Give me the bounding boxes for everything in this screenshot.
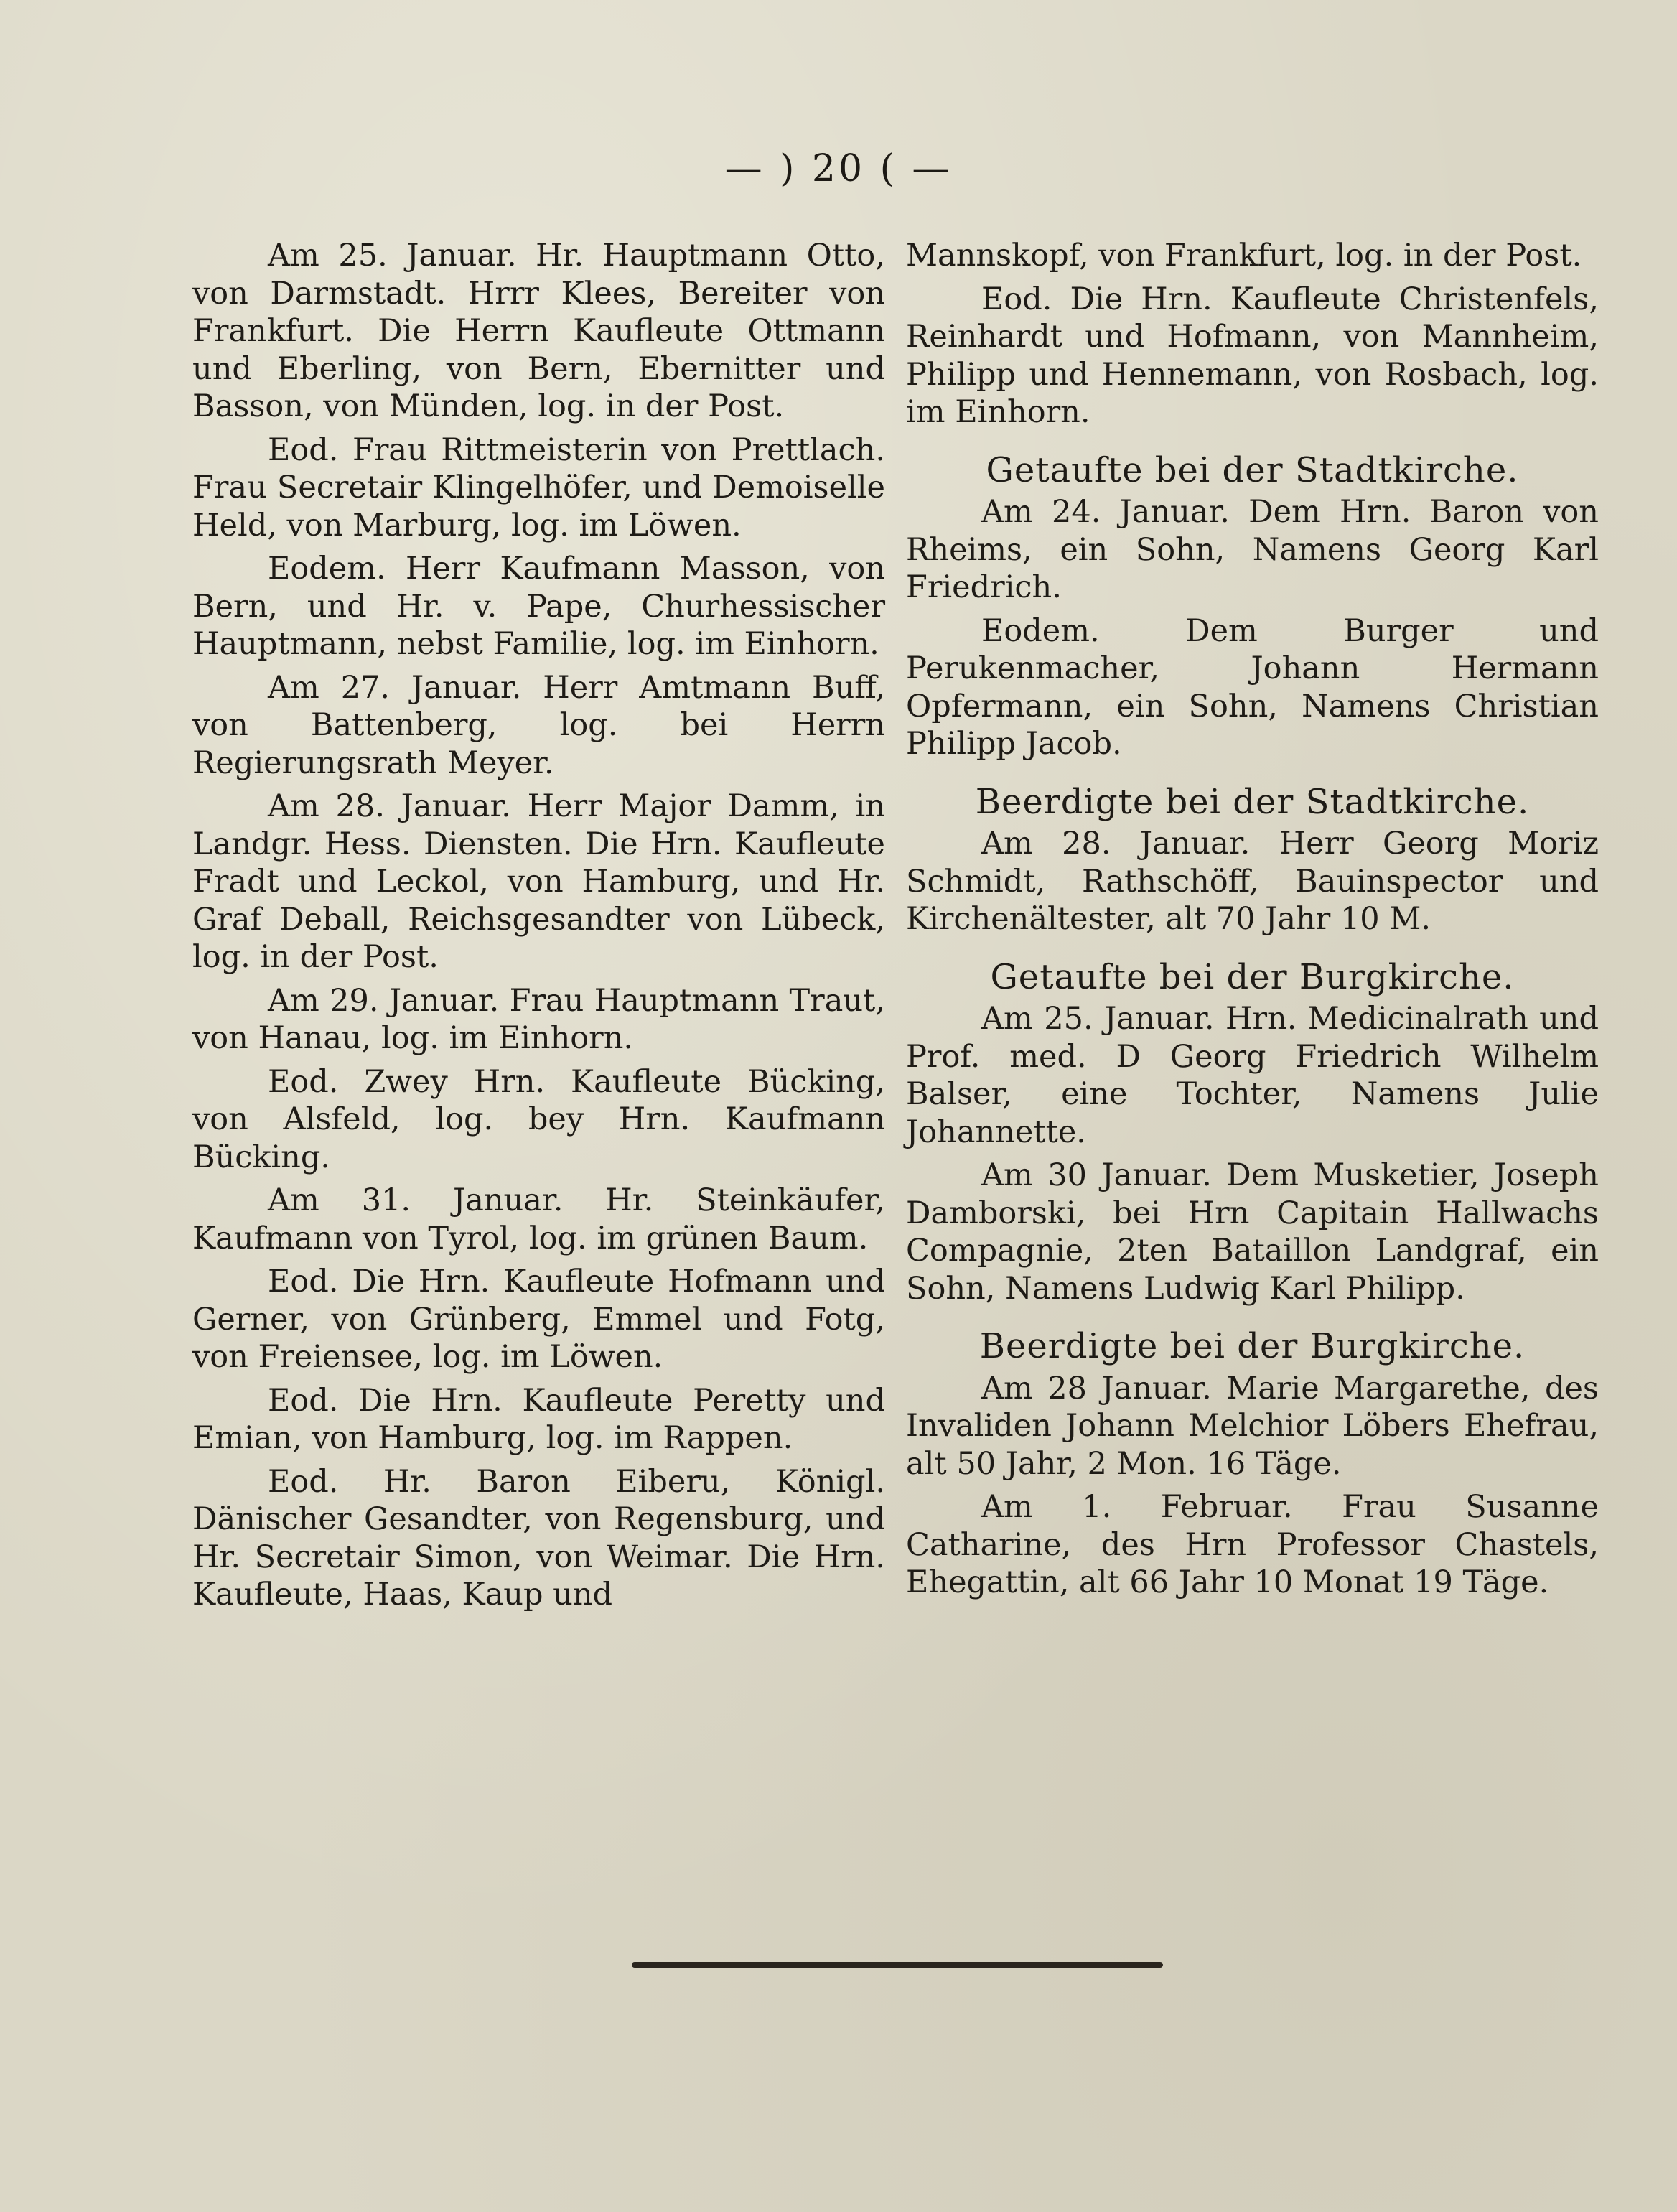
arrival-entry: Eod. Hr. Baron Eiberu, Königl. Dänischer Gesandter, von Regensburg, und Hr. Secretair Simon, von Weimar. Die Hrn. Kaufleute, Haas, Kaup und — [192, 1463, 885, 1613]
arrival-entry: Am 25. Januar. Hr. Hauptmann Otto, von Darmstadt. Hrrr Klees, Bereiter von Frankfurt. Die Herrn Kaufleute Ottmann und Eberling, von Bern, Ebernitter und Basson, von Münden, log. in der Post. — [192, 238, 885, 424]
arrival-entry: Eod. Die Hrn. Kaufleute Christenfels, Reinhardt und Hofmann, von Mannheim, Philipp und Hennemann, von Rosbach, log. im Einhorn. — [906, 281, 1599, 430]
register-entry: Am 25. Januar. Hrn. Medicinalrath und Prof. med. D Georg Friedrich Wilhelm Balser, eine Tochter, Namens Julie Johannette. — [906, 1001, 1599, 1150]
arrival-entry: Eod. Die Hrn. Kaufleute Peretty und Emian, von Hamburg, log. im Rappen. — [192, 1382, 885, 1456]
closing-rule — [632, 1962, 1163, 1968]
left-column — [192, 237, 885, 1620]
right-column — [906, 237, 1599, 1607]
arrival-entry: Am 27. Januar. Herr Amtmann Buff, von Battenberg, log. bei Herrn Regierungsrath Meyer. — [192, 669, 885, 781]
arrival-entry: Eod. Zwey Hrn. Kaufleute Bücking, von Alsfeld, log. bey Hrn. Kaufmann Bücking. — [192, 1063, 885, 1175]
arrival-entry: Eod. Die Hrn. Kaufleute Hofmann und Gerner, von Grünberg, Emmel und Fotg, von Freiensee, log. im Löwen. — [192, 1264, 885, 1375]
section-heading-baptized-burgkirche: Getaufte bei der Burgkirche. — [990, 956, 1515, 997]
register-entry: Am 28 Januar. Marie Margarethe, des Invaliden Johann Melchior Löbers Ehefrau, alt 50 Jahr, 2 Mon. 16 Täge. — [906, 1370, 1599, 1482]
register-entry: Am 30 Januar. Dem Musketier, Joseph Damborski, bei Hrn Capitain Hallwachs Compagnie, 2ten Bataillon Landgraf, ein Sohn, Namens Ludwig Karl Philipp. — [906, 1157, 1599, 1307]
register-entry: Am 1. Februar. Frau Susanne Catharine, des Hrn Professor Chastels, Ehegattin, alt 66 Jahr 10 Monat 19 Täge. — [906, 1489, 1599, 1600]
register-entry: Am 24. Januar. Dem Hrn. Baron von Rheims, ein Sohn, Namens Georg Karl Friedrich. — [906, 494, 1599, 605]
arrival-entry: Eodem. Herr Kaufmann Masson, von Bern, und Hr. v. Pape, Churhessischer Hauptmann, nebst Familie, log. im Einhorn. — [192, 551, 885, 662]
register-entry: Eodem. Dem Burger und Perukenmacher, Johann Hermann Opfermann, ein Sohn, Namens Christian Philipp Jacob. — [906, 612, 1599, 762]
page-header: — ) 20 ( — — [724, 147, 953, 190]
arrival-entry-continued: Mannskopf, von Frankfurt, log. in der Post. — [906, 238, 1582, 274]
section-heading-buried-burgkirche: Beerdigte bei der Burgkirche. — [979, 1326, 1526, 1366]
arrival-entry: Am 28. Januar. Herr Major Damm, in Landgr. Hess. Diensten. Die Hrn. Kaufleute Fradt und Leckol, von Hamburg, und Hr. Graf Deball, Reichsgesandter von Lübeck, log. in der Post. — [192, 788, 885, 975]
register-entry: Am 28. Januar. Herr Georg Moriz Schmidt, Rathschöff, Bauinspector und Kirchenältester, alt 70 Jahr 10 M. — [906, 826, 1599, 937]
arrival-entry: Am 31. Januar. Hr. Steinkäufer, Kaufmann von Tyrol, log. im grünen Baum. — [192, 1182, 885, 1256]
arrival-entry: Eod. Frau Rittmeisterin von Prettlach. Frau Secretair Klingelhöfer, und Demoiselle Held, von Marburg, log. im Löwen. — [192, 431, 885, 543]
arrival-entry: Am 29. Januar. Frau Hauptmann Traut, von Hanau, log. im Einhorn. — [192, 982, 885, 1056]
section-heading-baptized-stadtkirche: Getaufte bei der Stadtkirche. — [986, 449, 1519, 490]
section-heading-buried-stadtkirche: Beerdigte bei der Stadtkirche. — [975, 781, 1530, 822]
